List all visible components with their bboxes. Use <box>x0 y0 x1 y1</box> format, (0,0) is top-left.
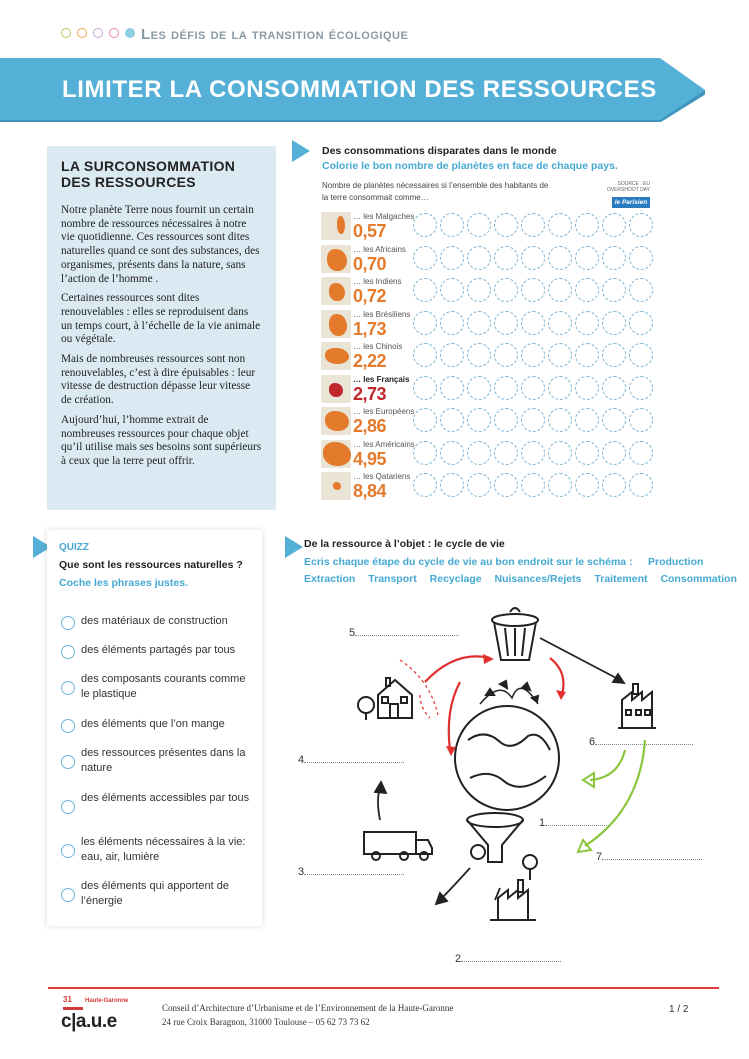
planet-row-value: 2,86 <box>353 416 387 436</box>
planet-circle[interactable] <box>575 441 599 465</box>
planet-circle[interactable] <box>440 473 464 497</box>
planet-row-label: … les Français <box>353 374 410 384</box>
planet-circles <box>413 311 653 335</box>
quiz-checkbox[interactable] <box>61 681 75 695</box>
blank-line <box>304 867 404 875</box>
series-dot <box>61 28 71 38</box>
planet-circles <box>413 376 653 400</box>
planet-circles <box>413 246 653 270</box>
planet-circle[interactable] <box>602 246 626 270</box>
cycle-term: Nuisances/Rejets <box>494 573 582 585</box>
planet-circle[interactable] <box>629 376 653 400</box>
planet-row <box>319 243 653 275</box>
caue-logo-bar <box>63 1007 83 1010</box>
quiz-option-label: des composants courants comme le plastique <box>81 673 246 700</box>
planet-circle[interactable] <box>629 278 653 302</box>
le-parisien-logo: le Parisien <box>612 197 650 208</box>
planet-circle[interactable] <box>467 311 491 335</box>
blank-line <box>461 954 561 962</box>
series-dot <box>77 28 87 38</box>
planet-circle[interactable] <box>494 441 518 465</box>
quiz-checkbox[interactable] <box>61 844 75 858</box>
blank-number: 7 <box>596 851 603 863</box>
quiz-question: Que sont les ressources naturelles ? <box>59 559 243 571</box>
series-dot <box>125 28 135 38</box>
cycle-title: De la ressource à l’objet : le cycle de vie <box>304 538 505 550</box>
planet-circle[interactable] <box>548 473 572 497</box>
planet-circle[interactable] <box>440 311 464 335</box>
planet-row <box>319 275 653 307</box>
planet-row <box>319 438 653 470</box>
planet-circle[interactable] <box>548 343 572 367</box>
cycle-term: Traitement <box>594 573 648 585</box>
surconsommation-paragraph: Notre planète Terre nous fournit un certain nombre de ressources nécessaires à notre vie quotidienne. Ces ressources sont dites naturelles quand ce sont des substances, des organismes, présents dans la nature, sans l’action de l’homme . <box>61 204 260 285</box>
planet-circle[interactable] <box>575 376 599 400</box>
planet-row <box>319 340 653 372</box>
planet-circle[interactable] <box>440 408 464 432</box>
blank-line <box>595 737 693 745</box>
planet-row <box>319 373 653 405</box>
planet-circle[interactable] <box>575 473 599 497</box>
surconsommation-panel <box>47 146 276 510</box>
red-arrowhead-icon <box>446 654 566 756</box>
planet-circle[interactable] <box>467 278 491 302</box>
planet-circle[interactable] <box>413 246 437 270</box>
country-map-icon <box>321 342 351 370</box>
quiz-checkbox[interactable] <box>61 800 75 814</box>
planets-instruction: Colorie le bon nombre de planètes en face de chaque pays. <box>322 160 618 172</box>
blank-line <box>304 755 404 763</box>
cycle-blank-7[interactable] <box>596 851 702 863</box>
planet-circle[interactable] <box>575 213 599 237</box>
cycle-terms <box>304 573 744 585</box>
country-map-icon <box>321 472 351 500</box>
footer-address: 24 rue Croix Baragnon, 31000 Toulouse – 05 62 73 73 62 <box>162 1017 370 1027</box>
planet-circle[interactable] <box>467 408 491 432</box>
country-map-icon <box>321 407 351 435</box>
planet-row-label: … les Malgaches <box>353 212 415 221</box>
planet-circle[interactable] <box>467 246 491 270</box>
planet-circle[interactable] <box>521 441 545 465</box>
planet-circle[interactable] <box>440 441 464 465</box>
planet-circle[interactable] <box>602 343 626 367</box>
planet-circle[interactable] <box>548 376 572 400</box>
planet-circle[interactable] <box>413 278 437 302</box>
planet-row-label: … les Africains <box>353 244 406 254</box>
planet-circle[interactable] <box>440 376 464 400</box>
planet-circles <box>413 278 653 302</box>
planet-row-label: … les Indiens <box>353 277 402 286</box>
planet-circle[interactable] <box>575 311 599 335</box>
planet-circles <box>413 473 653 497</box>
planet-row <box>319 405 653 437</box>
planet-circle[interactable] <box>413 473 437 497</box>
planet-circle[interactable] <box>602 311 626 335</box>
planet-circle[interactable] <box>575 343 599 367</box>
cycle-blank-4[interactable] <box>298 754 404 766</box>
planet-circle[interactable] <box>629 441 653 465</box>
planet-circle[interactable] <box>521 246 545 270</box>
cycle-blank-5[interactable] <box>349 627 459 639</box>
planet-circle[interactable] <box>629 343 653 367</box>
planet-circle[interactable] <box>629 408 653 432</box>
planet-circle[interactable] <box>440 343 464 367</box>
blank-number: 3 <box>298 866 305 878</box>
quiz-checkbox[interactable] <box>61 616 75 630</box>
planet-circle[interactable] <box>548 311 572 335</box>
planet-circle[interactable] <box>494 376 518 400</box>
planet-circle[interactable] <box>521 343 545 367</box>
blank-line <box>355 628 459 636</box>
series-dots <box>61 28 135 38</box>
planet-circles <box>413 408 653 432</box>
planet-circle[interactable] <box>467 441 491 465</box>
planet-circle[interactable] <box>494 213 518 237</box>
planet-row-value: 4,95 <box>353 448 387 469</box>
plant-icon <box>471 845 537 880</box>
planet-circle[interactable] <box>467 473 491 497</box>
quiz-option-label: les éléments nécessaires à la vie: eau, air, lumière <box>81 836 246 863</box>
planet-circle[interactable] <box>575 278 599 302</box>
planet-row <box>319 210 653 242</box>
planet-row-value: 1,73 <box>353 318 387 339</box>
quiz-option-label: des matériaux de construction <box>81 615 228 627</box>
series-dot <box>109 28 119 38</box>
quiz-card <box>47 530 262 926</box>
planet-row-value: 0,72 <box>353 286 387 306</box>
blank-line <box>545 818 609 826</box>
surconsommation-title: LA SURCONSOMMATION DES RESSOURCES <box>61 158 236 190</box>
cycle-term: Consommation <box>660 573 737 585</box>
planet-circle[interactable] <box>521 311 545 335</box>
planet-circle[interactable] <box>548 246 572 270</box>
country-map-icon <box>321 212 351 240</box>
blank-number: 1 <box>539 817 546 829</box>
truck-icon <box>364 832 432 860</box>
planet-circle[interactable] <box>440 278 464 302</box>
country-map-icon <box>321 277 351 305</box>
blank-number: 2 <box>455 953 462 965</box>
quiz-option-label: des éléments partagés par tous <box>81 644 236 656</box>
planet-circle[interactable] <box>575 246 599 270</box>
quiz-checkbox[interactable] <box>61 888 75 902</box>
section-arrow-icon <box>292 140 310 162</box>
recycling-factory-icon <box>618 684 656 728</box>
planet-circle[interactable] <box>602 473 626 497</box>
blank-number: 6 <box>589 736 596 748</box>
cycle-term: Transport <box>368 573 417 585</box>
planet-circles <box>413 213 653 237</box>
series-dot <box>93 28 103 38</box>
funnel-icon <box>467 813 523 862</box>
country-map-icon <box>321 310 351 338</box>
quiz-checkbox[interactable] <box>61 719 75 733</box>
planet-circles <box>413 343 653 367</box>
planet-row <box>319 308 653 340</box>
planets-source: SOURCE : EU OVERSHOOT DAY <box>606 181 650 193</box>
planet-circle[interactable] <box>413 213 437 237</box>
planet-circle[interactable] <box>440 213 464 237</box>
quiz-option-label: des éléments que l’on mange <box>81 718 225 730</box>
planet-circle[interactable] <box>548 213 572 237</box>
page-banner <box>0 58 705 122</box>
cycle-blank-6[interactable] <box>589 736 693 748</box>
mine-factory-icon <box>490 880 536 920</box>
planet-row <box>319 470 653 502</box>
page-number: 1 / 2 <box>669 1004 689 1015</box>
surconsommation-paragraph: Certaines ressources sont dites renouvelables : elles se reproduisent dans un temps court, à l’échelle de la vie animale ou végétale. <box>61 292 261 346</box>
planet-circle[interactable] <box>521 473 545 497</box>
planet-circle[interactable] <box>548 441 572 465</box>
planet-circle[interactable] <box>467 343 491 367</box>
planet-circle[interactable] <box>467 376 491 400</box>
country-map-icon <box>321 375 351 403</box>
cycle-blank-2[interactable] <box>455 953 561 965</box>
planet-circle[interactable] <box>494 473 518 497</box>
planets-note: Nombre de planètes nécessaires si l’ensemble des habitants de la terre consommait comme… <box>322 181 549 202</box>
planet-circle[interactable] <box>413 408 437 432</box>
quiz-option-label: des ressources présentes dans la nature <box>81 747 246 774</box>
caue-logo-number: 31 <box>63 995 72 1004</box>
series-title: Les défis de la transition écologique <box>141 26 409 43</box>
planet-row-label: … les Européens <box>353 407 415 416</box>
quiz-instruction: Coche les phrases justes. <box>59 577 188 589</box>
cycle-term: Extraction <box>304 573 356 585</box>
green-arrow-icon <box>585 740 645 846</box>
planets-title: Des consommations disparates dans le monde <box>322 145 557 157</box>
cycle-blank-1[interactable] <box>539 817 609 829</box>
planet-circle[interactable] <box>602 441 626 465</box>
planet-row-value: 2,22 <box>353 351 387 371</box>
life-cycle-diagram <box>300 600 749 970</box>
blank-number: 5 <box>349 627 356 639</box>
planet-circle[interactable] <box>521 213 545 237</box>
planet-circle[interactable] <box>494 278 518 302</box>
section-arrow-icon <box>285 536 303 558</box>
planet-row-value: 0,70 <box>353 253 387 274</box>
country-map-icon <box>321 245 351 273</box>
cycle-blank-3[interactable] <box>298 866 404 878</box>
quiz-kicker: QUIZZ <box>59 542 89 553</box>
planet-circle[interactable] <box>413 343 437 367</box>
globe-icon <box>455 681 559 810</box>
cycle-term: Recyclage <box>429 573 482 585</box>
blank-line <box>602 852 702 860</box>
planet-circle[interactable] <box>413 376 437 400</box>
planet-circle[interactable] <box>494 311 518 335</box>
blank-number: 4 <box>298 754 305 766</box>
surconsommation-paragraph: Aujourd’hui, l’homme extrait de nombreuses ressources pour chaque objet qu’il utilise mais ses besoins sont supérieurs à ceux que la terre peut offrir. <box>61 413 262 467</box>
planet-circle[interactable] <box>629 213 653 237</box>
planet-circle[interactable] <box>548 278 572 302</box>
quiz-checkbox[interactable] <box>61 645 75 659</box>
planet-row-value: 2,73 <box>353 383 387 404</box>
trash-can-icon <box>492 608 538 660</box>
planet-row-label: … les Chinois <box>353 342 403 351</box>
planet-circles <box>413 441 653 465</box>
planet-circle[interactable] <box>629 473 653 497</box>
planet-circle[interactable] <box>602 278 626 302</box>
planet-circle[interactable] <box>494 246 518 270</box>
surconsommation-paragraph: Mais de nombreuses ressources sont non renouvelables, c’est à dire épuisables : leur vitesse de destruction dépasse leur vitesse de création. <box>61 353 256 407</box>
planet-circle[interactable] <box>440 246 464 270</box>
planet-circle[interactable] <box>413 441 437 465</box>
quiz-option-label: des éléments accessibles par tous <box>81 792 250 804</box>
cycle-term: Production <box>648 556 704 568</box>
planet-circle[interactable] <box>467 213 491 237</box>
house-icon <box>358 678 412 720</box>
planet-circle[interactable] <box>521 408 545 432</box>
country-map-icon <box>321 440 351 468</box>
planet-circle[interactable] <box>575 408 599 432</box>
planet-circle[interactable] <box>602 376 626 400</box>
planet-circle[interactable] <box>602 213 626 237</box>
planet-row-label: … les Qatariens <box>353 472 411 481</box>
planet-circle[interactable] <box>629 246 653 270</box>
planet-row-value: 0,57 <box>353 221 387 241</box>
planet-row-label: … les Brésiliens <box>353 309 411 319</box>
footer-org-name: Conseil d’Architecture d’Urbanisme et de l’Environnement de la Haute-Garonne <box>162 1003 454 1013</box>
planet-circle[interactable] <box>602 408 626 432</box>
planet-circle[interactable] <box>521 376 545 400</box>
footer-divider <box>48 987 719 989</box>
planet-circle[interactable] <box>548 408 572 432</box>
planet-circle[interactable] <box>629 311 653 335</box>
quiz-option-label: des éléments qui apportent de l’énergie <box>81 880 229 907</box>
quiz-checkbox[interactable] <box>61 755 75 769</box>
planet-row-label: … les Américains <box>353 439 415 449</box>
caue-logo-region: Haute-Garonne <box>85 998 129 1004</box>
planet-circle[interactable] <box>521 278 545 302</box>
cycle-instruction: Ecris chaque étape du cycle de vie au bon endroit sur le schéma : <box>304 556 633 568</box>
planet-circle[interactable] <box>494 408 518 432</box>
planet-circle[interactable] <box>494 343 518 367</box>
caue-logo: c|a.u.e <box>61 1011 117 1032</box>
planet-circle[interactable] <box>413 311 437 335</box>
planet-row-value: 8,84 <box>353 481 387 501</box>
page-title: LIMITER LA CONSOMMATION DES RESSOURCES <box>62 76 657 103</box>
arrow-icon <box>375 782 500 904</box>
